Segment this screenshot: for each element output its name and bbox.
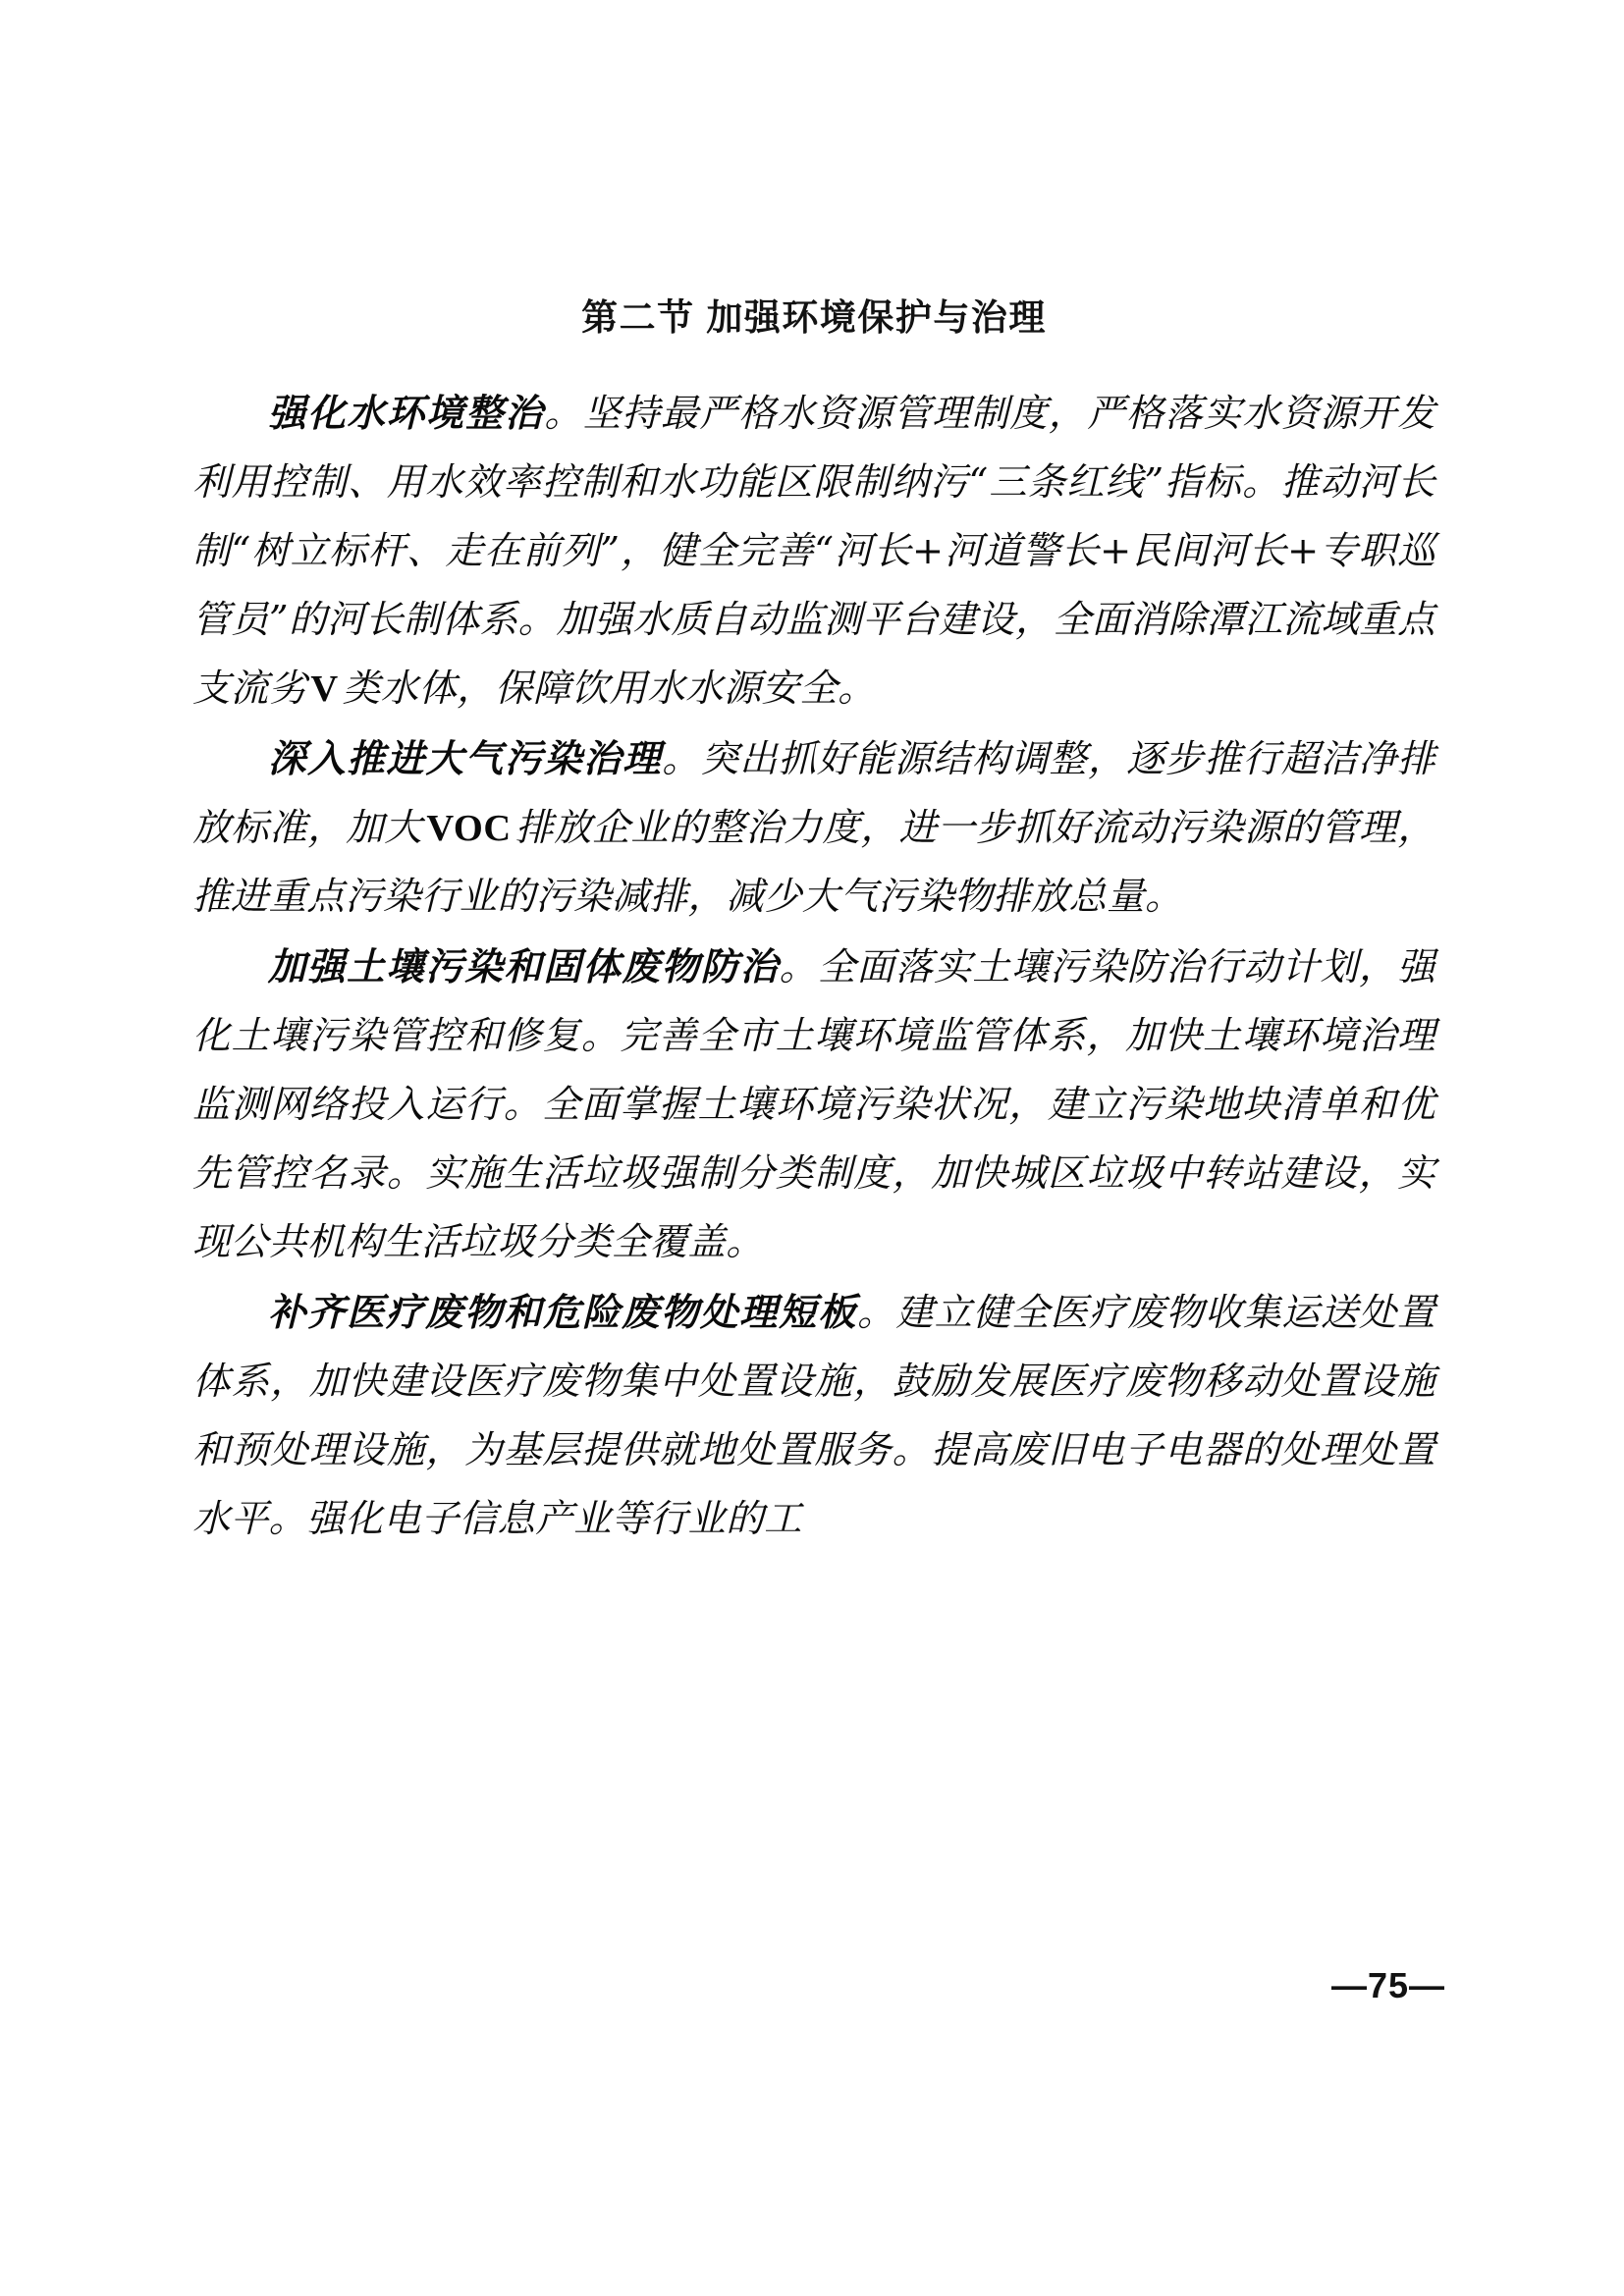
paragraph-body-before: 。坚持最严格水资源管理制度，严格落实水资源开发利用控制、用水效率控制和水功能区限制纳污“三条红线”指标。推动河长制“树立标杆、走在前列”，健全完善“河长+河道警长+民间河长+专职巡管员”的河长制体系。加强水质自动监测平台建设，全面消除潭江流域重点支流劣 — [192, 392, 1435, 712]
paragraph-lead: 加强土壤污染和固体废物防治 — [268, 945, 780, 990]
page-content — [192, 0, 1435, 1554]
paragraph-latin-term — [802, 1499, 810, 1540]
paragraph-lead: 补齐医疗废物和危险废物处理短板 — [268, 1291, 857, 1336]
paragraph-latin-term — [764, 1222, 772, 1263]
paragraph-soil-solid-waste — [192, 934, 1435, 1277]
paragraph-water-environment — [192, 380, 1435, 723]
paragraph-air-pollution — [192, 725, 1435, 932]
paragraph-medical-hazardous-waste — [192, 1279, 1435, 1554]
paragraph-lead: 深入推进大气污染治理 — [268, 737, 663, 782]
paragraph-latin-term: V — [310, 668, 339, 711]
paragraph-body-after: 排放企业的整治力度，进一步抓好流动污染源的管理，推进重点污染行业的污染减排，减少大气污染物排放总量。 — [192, 806, 1435, 920]
paragraph-body-before: 。建立健全医疗废物收集运送处置体系，加快建设医疗废物集中处置设施，鼓励发展医疗废物移动处置设施和预处理设施，为基层提供就地处置服务。提高废旧电子电器的处理处置水平。强化电子信息产业等行业的工 — [192, 1291, 1435, 1542]
paragraph-body-before: 。全面落实土壤污染防治行动计划，强化土壤污染管控和修复。完善全市土壤环境监管体系，加快土壤环境治理监测网络投入运行。全面掌握土壤环境污染状况，建立污染地块清单和优先管控名录。实施生活垃圾强制分类制度，加快城区垃圾中转站建设，实现公共机构生活垃圾分类全覆盖。 — [192, 945, 1435, 1265]
paragraph-body-before: 。突出抓好能源结构调整，逐步推行超洁净排放标准，加大 — [192, 737, 1435, 851]
paragraph-body-after: 类水体，保障饮用水水源安全。 — [342, 667, 876, 712]
paragraph-lead: 强化水环境整治 — [268, 392, 545, 437]
paragraph-latin-term: VOC — [426, 808, 512, 850]
page-number: —75— — [1330, 1965, 1445, 2005]
section-title: 第二节 加强环境保护与治理 — [581, 297, 1047, 338]
